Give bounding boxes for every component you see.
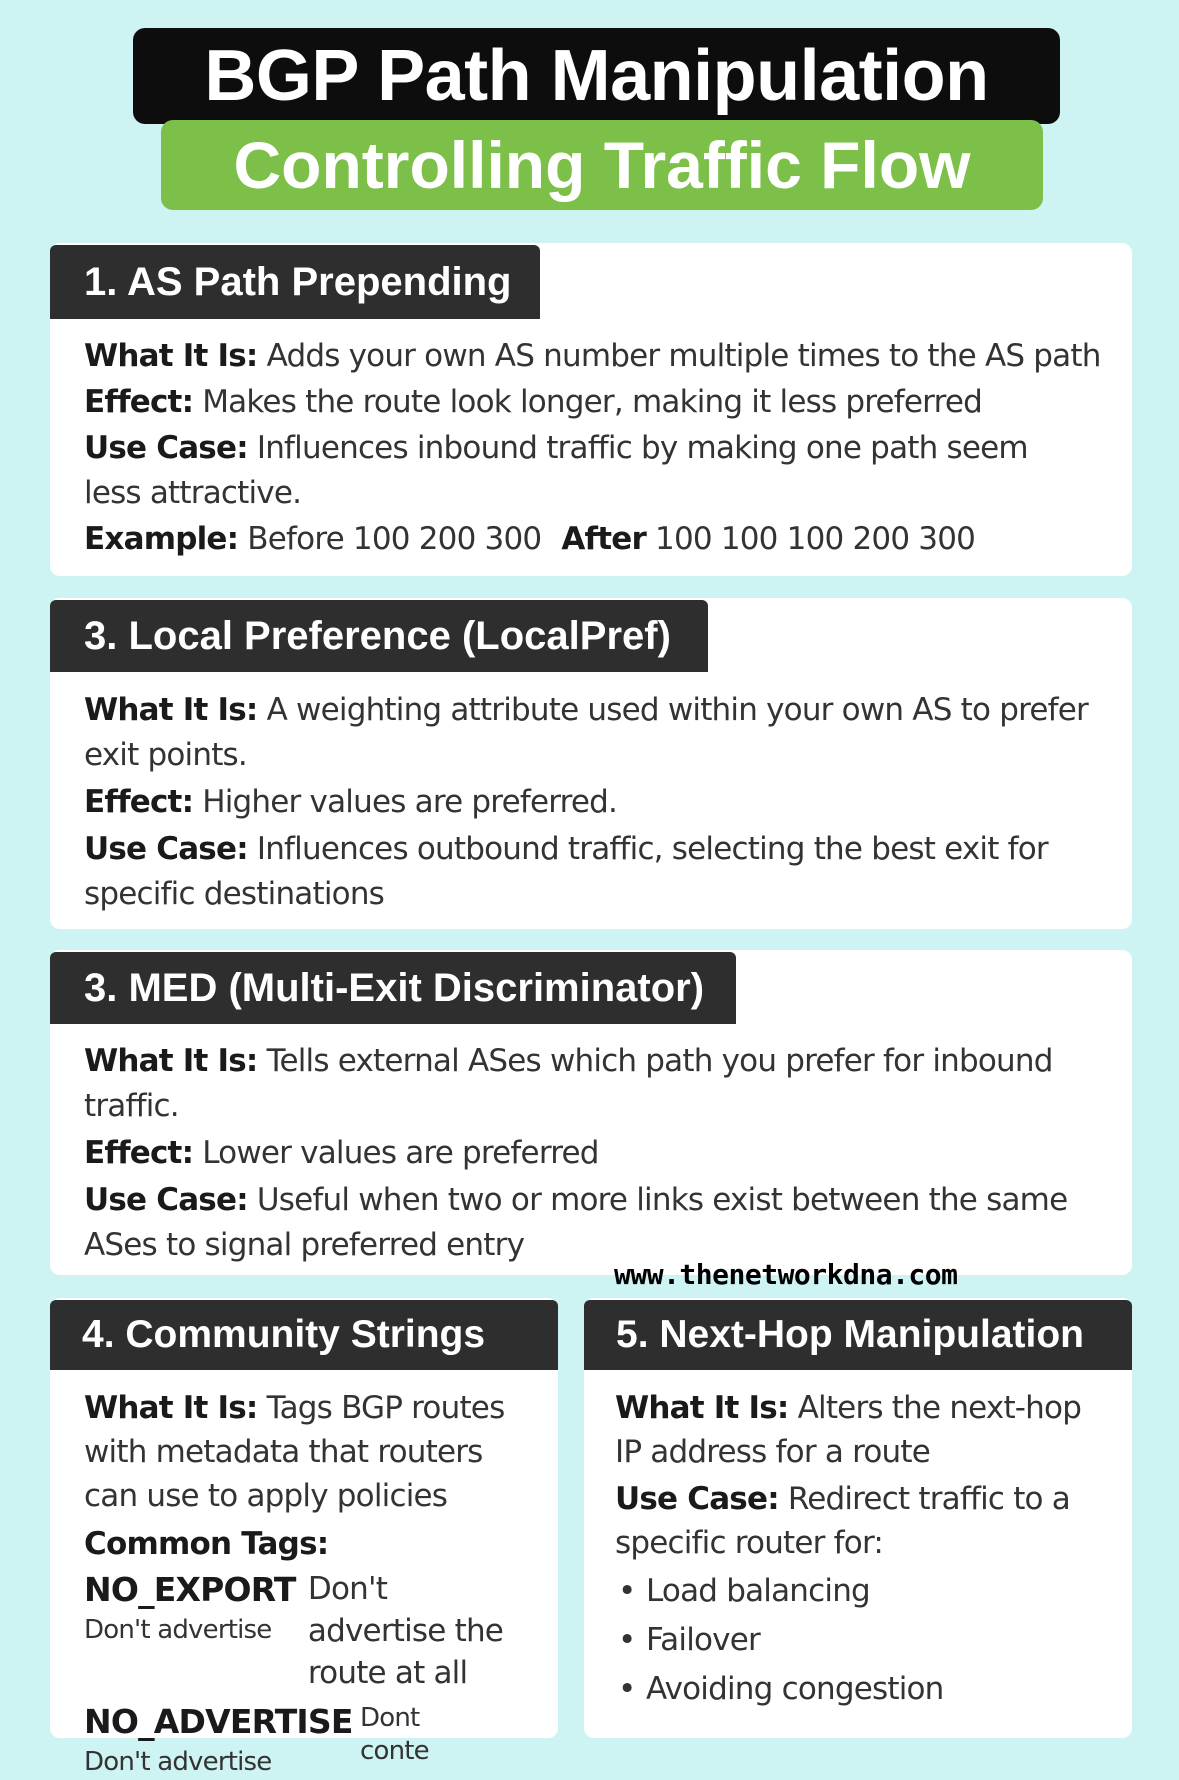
what-label: What It Is: [84,1390,258,1426]
usecase-label: Use Case: [84,430,248,466]
tag-name: NO_EXPORT [84,1570,296,1609]
what-text: Adds your own AS number multiple times to the AS path [266,338,1101,374]
what-text: Alters the next-hop IP address for a route [615,1390,1082,1470]
section-body [84,334,1124,562]
section-heading: 3. MED (Multi-Exit Discriminator) [50,952,736,1024]
effect-label: Effect: [84,1135,194,1171]
what-text: Tags BGP routes with metadata that routers can use to apply policies [84,1390,505,1514]
section-heading: 4. Community Strings [50,1300,558,1370]
usecase-label: Use Case: [84,1182,248,1218]
usecase-text: Redirect traffic to a specific router for: [615,1481,1070,1561]
what-label: What It Is: [84,1043,258,1079]
usecase-text: Influences outbound traffic, selecting the best exit for specific destinations [84,831,1048,912]
usecase-text: Useful when two or more links exist between the same ASes to signal preferred entry [84,1182,1068,1263]
what-label: What It Is: [84,692,258,728]
section-heading: 3. Local Preference (LocalPref) [50,600,708,672]
example-after-label: After [561,521,646,557]
example-after: 100 100 100 200 300 [655,521,976,557]
tag-sub: Don't advertise [84,1747,272,1777]
what-label: What It Is: [84,338,258,374]
effect-text: Makes the route look longer, making it less preferred [202,384,982,420]
tag-sub: Don't advertise [84,1615,272,1645]
page-subtitle: Controlling Traffic Flow [161,120,1043,210]
list-item: • Avoiding congestion [615,1665,1085,1714]
section-heading: 1. AS Path Prepending [50,245,540,319]
tag-row [84,1700,524,1780]
section-body [84,688,1094,917]
example-label: Example: [84,521,239,557]
list-item: • Load balancing [615,1567,1085,1616]
tag-row [84,1568,524,1694]
tag-desc: Dont conte [360,1703,429,1766]
effect-label: Effect: [84,384,194,420]
tags-label: Common Tags: [84,1526,329,1562]
website-url: www.thenetworkdna.com [614,1258,958,1291]
what-text: Tells external ASes which path you prefer for inbound traffic. [84,1043,1053,1124]
tag-desc: Don't advertise the route at all [307,1571,504,1691]
effect-text: Higher values are preferred. [202,784,618,820]
what-label: What It Is: [615,1390,789,1426]
section-body [84,1386,524,1780]
usecase-text: Influences inbound traffic by making one path seem less attractive. [84,430,1028,511]
usecase-label: Use Case: [615,1481,779,1517]
what-text: A weighting attribute used within your own AS to prefer exit points. [84,692,1088,773]
example-before: Before 100 200 300 [247,521,542,557]
page-title: BGP Path Manipulation [133,28,1060,124]
section-heading: 5. Next-Hop Manipulation [584,1300,1132,1370]
section-body [615,1386,1085,1714]
effect-text: Lower values are preferred [202,1135,599,1171]
list-item: • Failover [615,1616,1085,1665]
bullet-list [615,1567,1085,1714]
section-body [84,1039,1084,1268]
tag-name: NO_ADVERTISE [84,1702,353,1741]
usecase-label: Use Case: [84,831,248,867]
effect-label: Effect: [84,784,194,820]
